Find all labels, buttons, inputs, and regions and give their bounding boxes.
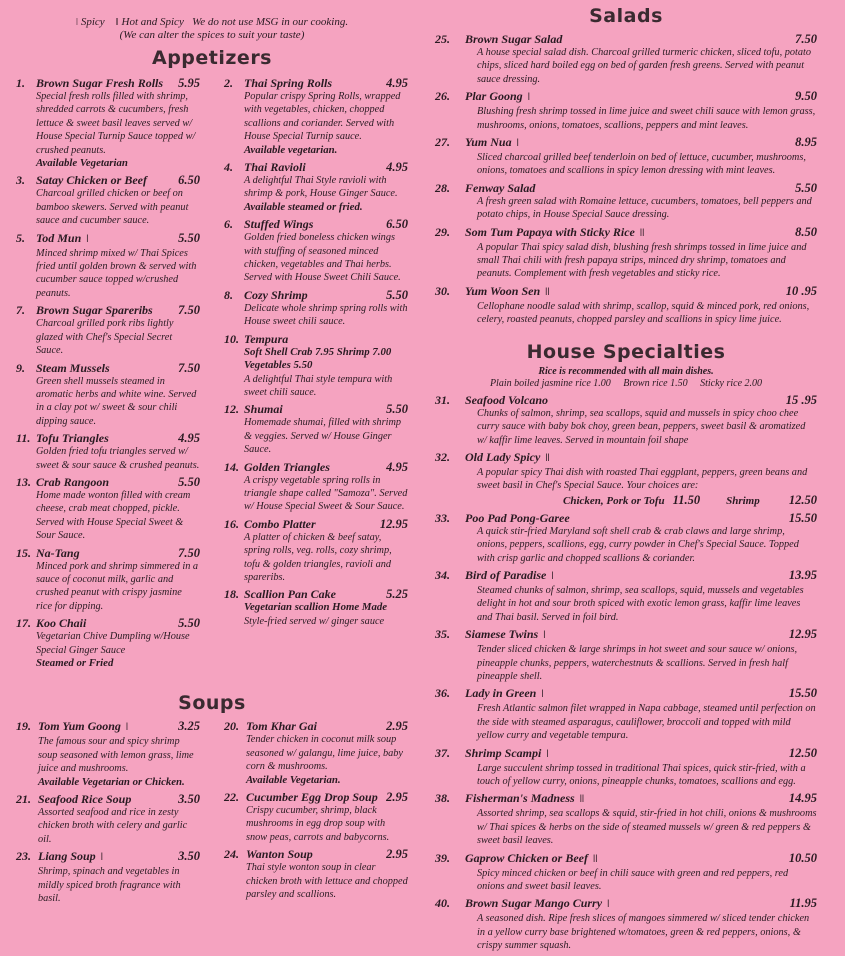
- menu-item-header: [16, 431, 200, 445]
- item-price: 12.95: [379, 516, 408, 531]
- item-name: Old Lady Spicy: [465, 449, 541, 464]
- item-description: Fresh Atlantic salmon filet wrapped in Napa cabbage, steamed until perfection on the side with steamed asparagus, cauliflower, broccoli and topped with mild yellow curry and vegetable tempura.: [477, 703, 816, 742]
- menu-item-header: [435, 568, 817, 584]
- item-price: 7.50: [795, 32, 817, 46]
- menu-item-header: [16, 792, 200, 806]
- item-description: A quick stir-fried Maryland soft shell crab & crab claws and large shrimp, onions, peppers, scallions, egg, curry powder in Chef's Special Sauce. Topped with crisp garlic and chopped scallions & coriander.: [477, 525, 799, 564]
- chili-icon: ǀ: [125, 722, 129, 734]
- item-price: 4.95: [386, 76, 408, 90]
- chili-icon: ǀ: [516, 138, 519, 150]
- item-description: Popular crispy Spring Rolls, wrapped with vegetables, chicken, chopped scallions and coriander. Served with House Special Turnip sauce.: [244, 91, 401, 143]
- item-description: Charcoal grilled pork ribs lightly glazed with Chef's Special Secret Sauce.: [36, 318, 174, 357]
- menu-item: [435, 511, 817, 565]
- item-description: Spicy minced chicken or beef in chili sauce with green and red peppers, red onions and sweet basil leaves.: [477, 867, 789, 893]
- chili-icon: ǀǀ: [579, 794, 585, 806]
- menu-item-header: [435, 181, 817, 195]
- menu-item: [16, 431, 200, 472]
- menu-item: [224, 402, 408, 456]
- menu-item-header: [16, 616, 200, 630]
- item-number: 29.: [435, 224, 450, 239]
- item-description: Thai style wonton soup in clear chicken broth with lettuce and chopped parsley and scallions.: [246, 862, 408, 901]
- choice-chicken-pork-tofu: Chicken, Pork or Tofu: [563, 494, 665, 507]
- appetizers-column-left: [16, 76, 200, 673]
- item-price: 3.50: [178, 792, 200, 807]
- item-price: 15.50: [788, 510, 817, 525]
- item-name: Yum Nua: [465, 135, 512, 150]
- chili-icon: ǁ: [115, 16, 119, 28]
- item-description: Homemade shumai, filled with shrimp & veggies. Served w/ House Ginger Sauce.: [244, 417, 402, 456]
- chili-icon: ǀ: [86, 233, 89, 245]
- item-number: 7.: [16, 303, 25, 318]
- menu-item-header: [224, 460, 408, 474]
- menu-item: [224, 847, 408, 901]
- chili-icon: ǀ: [100, 852, 103, 864]
- item-description: Home made wonton filled with cream cheese, crab meat chopped, pickle. Served with House Special Sweet & Sour Sauce.: [36, 489, 191, 542]
- item-price: 5.95: [178, 76, 200, 90]
- item-name: Scallion Pan Cake: [244, 587, 337, 602]
- item-description: Assorted seafood and rice in zesty chicken broth with celery and garlic oil.: [38, 807, 188, 845]
- item-name: Tod Mun: [36, 230, 82, 245]
- menu-item: [435, 746, 817, 789]
- item-description: Chunks of salmon, shrimp, sea scallops, squid and mussels in spicy choo chee curry sauce with baby bok choy, green bean, peppers, sweet basil & aromatized w/ kaffir lime leaves. Served in mountain foil shape: [477, 407, 806, 446]
- item-price: 8.95: [795, 135, 817, 150]
- item-price: 6.50: [178, 173, 200, 188]
- chili-icon: ǀǀ: [639, 227, 645, 239]
- item-number: 19.: [16, 719, 31, 734]
- item-price: 10.50: [788, 850, 817, 865]
- item-note: Steamed or Fried: [36, 657, 114, 669]
- item-note: Available steamed or fried.: [244, 200, 363, 213]
- menu-item: [435, 181, 817, 222]
- msg-note: We do not use MSG in our cooking.: [192, 16, 349, 28]
- item-description: Steamed chunks of salmon, shrimp, sea scallops, squid, mussels and vegetables delight in hot and sour broth spiced with exotic lemon grass, kaffir lime leaves and Thai basil. Served in foil bird.: [477, 584, 804, 623]
- item-description: Delicate whole shrimp spring rolls with House sweet chili sauce.: [244, 302, 408, 328]
- item-price: 7.50: [178, 545, 200, 560]
- menu-item-header: [435, 851, 817, 867]
- chili-icon: ǀǀ: [545, 452, 550, 464]
- house-specialties-section: [435, 393, 817, 956]
- soups-section: [16, 719, 408, 908]
- item-number: 1.: [16, 76, 25, 90]
- chili-icon: ǀ: [527, 92, 530, 104]
- item-price: 15 .95: [785, 392, 817, 407]
- chili-icon: ǀ: [75, 16, 79, 28]
- item-price: 5.50: [178, 474, 200, 489]
- choice-chicken-pork-tofu-price: 11.50: [672, 492, 701, 507]
- item-number: 21.: [16, 792, 31, 807]
- menu-item: [435, 284, 817, 327]
- menu-item-header: [435, 89, 817, 105]
- soups-column-left: [16, 719, 200, 908]
- item-name: Bird of Paradise: [465, 567, 547, 582]
- menu-item-header: [435, 511, 817, 525]
- item-number: 27.: [435, 135, 450, 150]
- item-name: Brown Sugar Salad: [465, 32, 563, 46]
- item-name: Tom Yum Goong: [38, 719, 121, 734]
- menu-item: [435, 89, 817, 132]
- item-price: 2.95: [386, 719, 408, 734]
- menu-item: [435, 896, 817, 952]
- item-number: 13.: [16, 474, 31, 489]
- item-description: Cellophane noodle salad with shrimp, scallop, squid & minced pork, red onions, celery, roasted peanuts, chopped parsley and scallions in spicy lime juice.: [477, 300, 810, 326]
- legend-hot-spicy: Hot and Spicy: [121, 16, 184, 28]
- menu-item: [224, 460, 408, 514]
- item-description: Shrimp, spinach and vegetables in mildly spiced broth fragrance with basil.: [38, 866, 181, 905]
- item-number: 34.: [435, 567, 450, 582]
- menu-item-header: [16, 76, 200, 90]
- menu-item: [435, 135, 817, 178]
- menu-item: [16, 616, 200, 670]
- item-name: Fenway Salad: [465, 180, 536, 195]
- item-name: Seafood Rice Soup: [38, 792, 132, 807]
- menu-item: [435, 450, 817, 508]
- alter-note: (We can alter the spices to suit your taste): [119, 29, 305, 41]
- soups-heading: Soups: [178, 692, 246, 715]
- menu-item: [16, 546, 200, 614]
- menu-item: [224, 790, 408, 844]
- menu-item-header: [435, 746, 817, 762]
- chili-icon: ǀ: [541, 689, 544, 701]
- rice-note: Rice is recommended with all main dishes.: [538, 365, 714, 377]
- menu-item: [16, 231, 200, 301]
- item-name: Liang Soup: [38, 849, 96, 864]
- item-note: Available Vegetarian: [36, 157, 128, 170]
- item-price: 4.95: [386, 160, 408, 175]
- spice-legend: [16, 0, 408, 42]
- item-number: 33.: [435, 510, 450, 525]
- menu-item-header: [224, 217, 408, 231]
- menu-item: [435, 627, 817, 683]
- item-description: The famous sour and spicy shrimp soup seasoned with lemon grass, lime juice and mushrooms.: [38, 736, 194, 775]
- item-note: Available Vegetarian.: [246, 773, 341, 786]
- item-number: 12.: [224, 402, 239, 417]
- menu-item-header: [224, 719, 408, 733]
- item-price: 5.50: [178, 616, 200, 631]
- item-name: Tofu Triangles: [36, 431, 109, 446]
- house-specialties-heading: House Specialties: [526, 340, 726, 363]
- menu-item-header: [16, 231, 200, 247]
- appetizers-column-right: [224, 76, 408, 631]
- item-number: 39.: [435, 850, 450, 865]
- item-description: A delightful Thai style tempura with sweet chili sauce.: [244, 373, 393, 398]
- menu-item: [16, 849, 200, 905]
- item-price: 2.95: [386, 790, 408, 805]
- chili-icon: ǀ: [543, 630, 546, 642]
- item-name: Stuffed Wings: [244, 217, 314, 232]
- menu-item-header: [435, 284, 817, 300]
- menu-item-header: [224, 517, 408, 531]
- item-price: 6.50: [386, 217, 408, 232]
- item-number: 35.: [435, 627, 450, 642]
- menu-item-header: [435, 450, 817, 466]
- menu-item: [16, 76, 200, 170]
- item-number: 25.: [435, 32, 450, 46]
- menu-item: [224, 160, 408, 214]
- item-description: Golden fried boneless chicken wings with stuffing of seasoned minced chicken, vegetables and Thai herbs. Served with House Sweet Chili Sauce.: [244, 232, 401, 284]
- item-number: 30.: [435, 283, 450, 298]
- item-number: 11.: [16, 431, 31, 446]
- item-name: Koo Chaii: [36, 616, 87, 631]
- menu-item-header: [435, 686, 817, 702]
- menu-item-header: [16, 361, 200, 375]
- menu-item-header: [435, 791, 817, 807]
- item-name: Poo Pad Pong-Garee: [465, 510, 570, 525]
- item-note: Available Vegetarian or Chicken.: [38, 775, 185, 788]
- menu-item: [435, 32, 817, 86]
- appetizers-heading: Appetizers: [151, 47, 272, 69]
- menu-item: [224, 517, 408, 585]
- legend-spicy: Spicy: [80, 16, 105, 28]
- chili-icon: ǀ: [546, 748, 549, 760]
- item-name: Na-Tang: [36, 545, 80, 560]
- item-name: Som Tum Papaya with Sticky Rice: [465, 224, 635, 239]
- item-description: Minced pork and shrimp simmered in a sauce of coconut milk, garlic and crushed peanut with crispy jasmine rice for dipping.: [36, 560, 199, 612]
- menu-item-header: [435, 393, 817, 407]
- item-price: 3.25: [178, 719, 200, 734]
- item-name: Brown Sugar Spareribs: [36, 303, 153, 318]
- item-description: Crispy cucumber, shrimp, black mushrooms in egg drop soup with snow peas, carrots and babycorns.: [246, 805, 390, 843]
- menu-item-header: [16, 475, 200, 489]
- menu-item: [16, 303, 200, 357]
- item-description: Tender sliced chicken & large shrimps in hot sweet and sour sauce w/ onions, pineapple chunks, peppers, waterchestnuts & scallions. Served in fresh half pineapple shell.: [477, 644, 798, 682]
- item-price: 5.25: [386, 587, 408, 602]
- item-description: Green shell mussels steamed in aromatic herbs and white wine. Served in a clay pot w/ sweet & sour chili dipping sauce.: [36, 375, 197, 427]
- menu-item-header: [16, 173, 200, 187]
- item-price: 11.95: [789, 896, 817, 911]
- item-price: 7.50: [178, 303, 200, 318]
- menu-item: [16, 475, 200, 543]
- menu-item: [224, 587, 408, 628]
- item-number: 31.: [435, 392, 450, 407]
- menu-item: [16, 792, 200, 846]
- menu-item: [224, 288, 408, 329]
- item-number: 8.: [224, 287, 233, 302]
- chili-icon: ǀ: [551, 570, 554, 582]
- item-name: Crab Rangoon: [36, 474, 110, 489]
- item-number: 23.: [16, 849, 31, 864]
- menu-item: [224, 76, 408, 157]
- item-note: Vegetarian scallion Home Made: [244, 601, 388, 614]
- item-description: A house special salad dish. Charcoal grilled turmeric chicken, sliced tofu, potato chips, sliced hard boiled egg on bed of garden fresh greens. Served with peanut sauce dressing.: [477, 47, 812, 85]
- item-price: 2.95: [386, 847, 408, 862]
- item-number: 10.: [224, 331, 239, 346]
- menu-item: [224, 719, 408, 787]
- left-page: [16, 0, 408, 908]
- menu-item-header: [435, 896, 817, 912]
- item-description: Assorted shrimp, sea scallops & squid, stir-fried in hot chili, onions & mushrooms w/ Thai spices & herbs on the side of steamed mussels w/ green & red peppers & sweet basil leaves.: [477, 808, 817, 847]
- chili-icon: ǀǀ: [545, 286, 550, 298]
- item-number: 9.: [16, 360, 25, 375]
- menu-item: [224, 217, 408, 285]
- item-description: Style-fried served w/ ginger sauce: [244, 615, 385, 627]
- item-number: 32.: [435, 449, 450, 464]
- item-name: Yum Woon Sen: [465, 283, 541, 298]
- menu-item-header: [224, 402, 408, 416]
- item-number: 16.: [224, 516, 239, 531]
- item-name: Brown Sugar Mango Curry: [465, 896, 603, 911]
- item-price: 5.50: [386, 402, 408, 417]
- item-description: Blushing fresh shrimp tossed in lime juice and sweet chili sauce with lemon grass, mushrooms, onions, tomatoes, scallions, peppers and mint leaves.: [477, 106, 816, 131]
- item-price: 7.50: [178, 360, 200, 375]
- item-name: Wanton Soup: [246, 847, 313, 862]
- item-note: Vegetables 5.50: [244, 359, 313, 372]
- item-number: 14.: [224, 459, 239, 474]
- menu-item-header: [224, 76, 408, 90]
- soups-column-right: [224, 719, 408, 904]
- item-number: 5.: [16, 230, 25, 245]
- item-price: 4.95: [178, 431, 200, 446]
- menu-item: [224, 332, 408, 400]
- appetizers-section: [16, 76, 408, 673]
- item-name: Siamese Twins: [465, 627, 539, 642]
- item-price: 12.95: [788, 627, 817, 642]
- item-number: 28.: [435, 180, 450, 195]
- item-price: 10 .95: [785, 283, 817, 298]
- item-description: A crispy vegetable spring rolls in triangle shape called "Samoza". Served w/ House Special Sweet & Sour Sauce.: [244, 474, 408, 513]
- menu-item-header: [16, 303, 200, 317]
- item-description: A popular spicy Thai dish with roasted Thai eggplant, peppers, green beans and sweet basil in Chef's Special Sauce. Your choices are:: [477, 466, 808, 492]
- menu-item: [435, 225, 817, 281]
- item-price: 13.95: [788, 567, 817, 582]
- item-price: 5.50: [386, 287, 408, 302]
- item-name: Seafood Volcano: [465, 392, 549, 407]
- item-number: 15.: [16, 545, 31, 560]
- chili-icon: ǀ: [607, 899, 610, 911]
- item-32-choices: [435, 493, 817, 508]
- menu-item-header: [16, 719, 200, 735]
- item-price: 15.50: [788, 686, 817, 701]
- menu-item: [435, 686, 817, 742]
- item-number: 17.: [16, 616, 31, 631]
- item-number: 6.: [224, 217, 233, 232]
- menu-item-header: [435, 627, 817, 643]
- item-number: 40.: [435, 896, 450, 911]
- item-description: A delightful Thai Style ravioli with shrimp & pork, House Ginger Sauce.: [244, 175, 398, 200]
- menu-item-header: [224, 288, 408, 302]
- item-description: Minced shrimp mixed w/ Thai Spices fried until golden brown & served with cucumber sauce topped w/crushed peanuts.: [36, 247, 197, 299]
- menu-item: [16, 361, 200, 429]
- item-name: Golden Triangles: [244, 459, 330, 474]
- menu-item-header: [224, 847, 408, 861]
- item-description: Large succulent shrimp tossed in traditional Thai spices, quick stir-fried, with a touch of yellow curry, onions, pineapple chunks, tomatoes, scallions and egg.: [477, 762, 806, 787]
- right-page: [435, 0, 817, 956]
- menu-item: [435, 393, 817, 447]
- item-description: Special fresh rolls filled with shrimp, shredded carrots & cucumbers, fresh lettuce & sweet basil leaves served w/ House Special Turnip Sauce topped w/ crushed peanuts.: [36, 91, 196, 156]
- salads-section: [435, 32, 817, 330]
- item-note: Available vegetarian.: [244, 143, 338, 156]
- item-number: 26.: [435, 89, 450, 104]
- item-name: Cozy Shrimp: [244, 287, 308, 302]
- item-price: 9.50: [795, 89, 817, 104]
- item-name: Brown Sugar Fresh Rolls: [36, 76, 164, 90]
- item-name: Tom Khar Gai: [246, 719, 317, 734]
- item-description: Vegetarian Chive Dumpling w/House Special Ginger Sauce: [36, 631, 190, 656]
- item-number: 18.: [224, 587, 239, 602]
- chili-icon: ǀǀ: [593, 853, 598, 865]
- choice-shrimp-price: 12.50: [788, 492, 817, 507]
- item-price: 14.95: [788, 791, 817, 806]
- item-number: 2.: [224, 76, 233, 90]
- menu-item: [435, 568, 817, 624]
- item-description: A platter of chicken & beef satay, spring rolls, veg. rolls, cozy shrimp, tofu & golden triangles, ravioli and spareribs.: [244, 531, 392, 583]
- item-number: 4.: [224, 160, 233, 175]
- item-name: Thai Ravioli: [244, 160, 306, 175]
- item-description: Sliced charcoal grilled beef tenderloin on bed of lettuce, cucumber, mushrooms, onions, tomatoes and scallions in spicy lemon dressing with mint leaves.: [477, 152, 806, 177]
- item-price: 3.50: [178, 849, 200, 864]
- menu-item: [16, 719, 200, 789]
- item-name: Combo Platter: [244, 516, 316, 531]
- item-description: Charcoal grilled chicken or beef on bamboo skewers. Served with peanut sauce and cucumber sauce.: [36, 188, 189, 227]
- item-number: 37.: [435, 745, 450, 760]
- item-name: Cucumber Egg Drop Soup: [246, 790, 378, 805]
- item-name: Fisherman's Madness: [465, 791, 575, 806]
- item-note: Soft Shell Crab 7.95 Shrimp 7.00: [244, 345, 392, 358]
- item-price: 8.50: [795, 224, 817, 239]
- item-name: Tempura: [244, 331, 289, 346]
- menu-item-header: [224, 332, 408, 346]
- menu-item: [435, 791, 817, 847]
- item-name: Steam Mussels: [36, 360, 110, 375]
- menu-item: [16, 173, 200, 227]
- item-number: 3.: [16, 173, 25, 188]
- item-description: A fresh green salad with Romaine lettuce, cucumbers, tomatoes, bell peppers and potato chips, in House Special Sauce dressing.: [477, 195, 812, 221]
- item-name: Gaprow Chicken or Beef: [465, 850, 588, 865]
- menu-item-header: [224, 160, 408, 174]
- item-name: Lady in Green: [465, 686, 537, 701]
- item-price: 4.95: [386, 459, 408, 474]
- menu-item-header: [224, 587, 408, 601]
- item-price: 5.50: [795, 180, 817, 195]
- item-name: Thai Spring Rolls: [244, 76, 333, 90]
- item-number: 24.: [224, 847, 239, 862]
- item-description: Tender chicken in coconut milk soup seasoned w/ galangu, lime juice, baby corn & mushrooms.: [246, 734, 404, 773]
- menu-item-header: [16, 849, 200, 865]
- menu-item-header: [435, 32, 817, 46]
- item-name: Plar Goong: [465, 89, 523, 104]
- salads-heading: Salads: [589, 5, 663, 27]
- menu-item-header: [435, 225, 817, 241]
- item-description: A popular Thai spicy salad dish, blushing fresh shrimps tossed in lime juice and small Thai chili with fresh papaya strips, minced dry shrimp, tomatoes and peanuts. Complement with fresh vegetables and sticky rice.: [477, 241, 807, 280]
- menu-item-header: [224, 790, 408, 804]
- menu-item: [435, 851, 817, 894]
- item-price: 5.50: [178, 230, 200, 245]
- item-number: 36.: [435, 686, 450, 701]
- item-number: 20.: [224, 719, 239, 734]
- menu-item-header: [16, 546, 200, 560]
- item-name: Satay Chicken or Beef: [36, 173, 147, 188]
- choice-shrimp: Shrimp: [726, 494, 760, 507]
- item-number: 38.: [435, 791, 450, 806]
- item-number: 22.: [224, 790, 239, 805]
- item-price: 12.50: [788, 745, 817, 760]
- item-description: A seasoned dish. Ripe fresh slices of mangoes simmered w/ sliced tender chicken in a yellow curry base brightened w/tomatoes, green & red peppers, onions, & crispy summer squash.: [477, 913, 810, 952]
- item-name: Shrimp Scampi: [465, 745, 542, 760]
- item-description: Golden fried tofu triangles served w/ sweet & sour sauce & crushed peanuts.: [36, 446, 200, 471]
- item-name: Shumai: [244, 402, 283, 417]
- menu-item-header: [435, 135, 817, 151]
- rice-options: Plain boiled jasmine rice 1.00 Brown rice 1.50 Sticky rice 2.00: [489, 377, 763, 389]
